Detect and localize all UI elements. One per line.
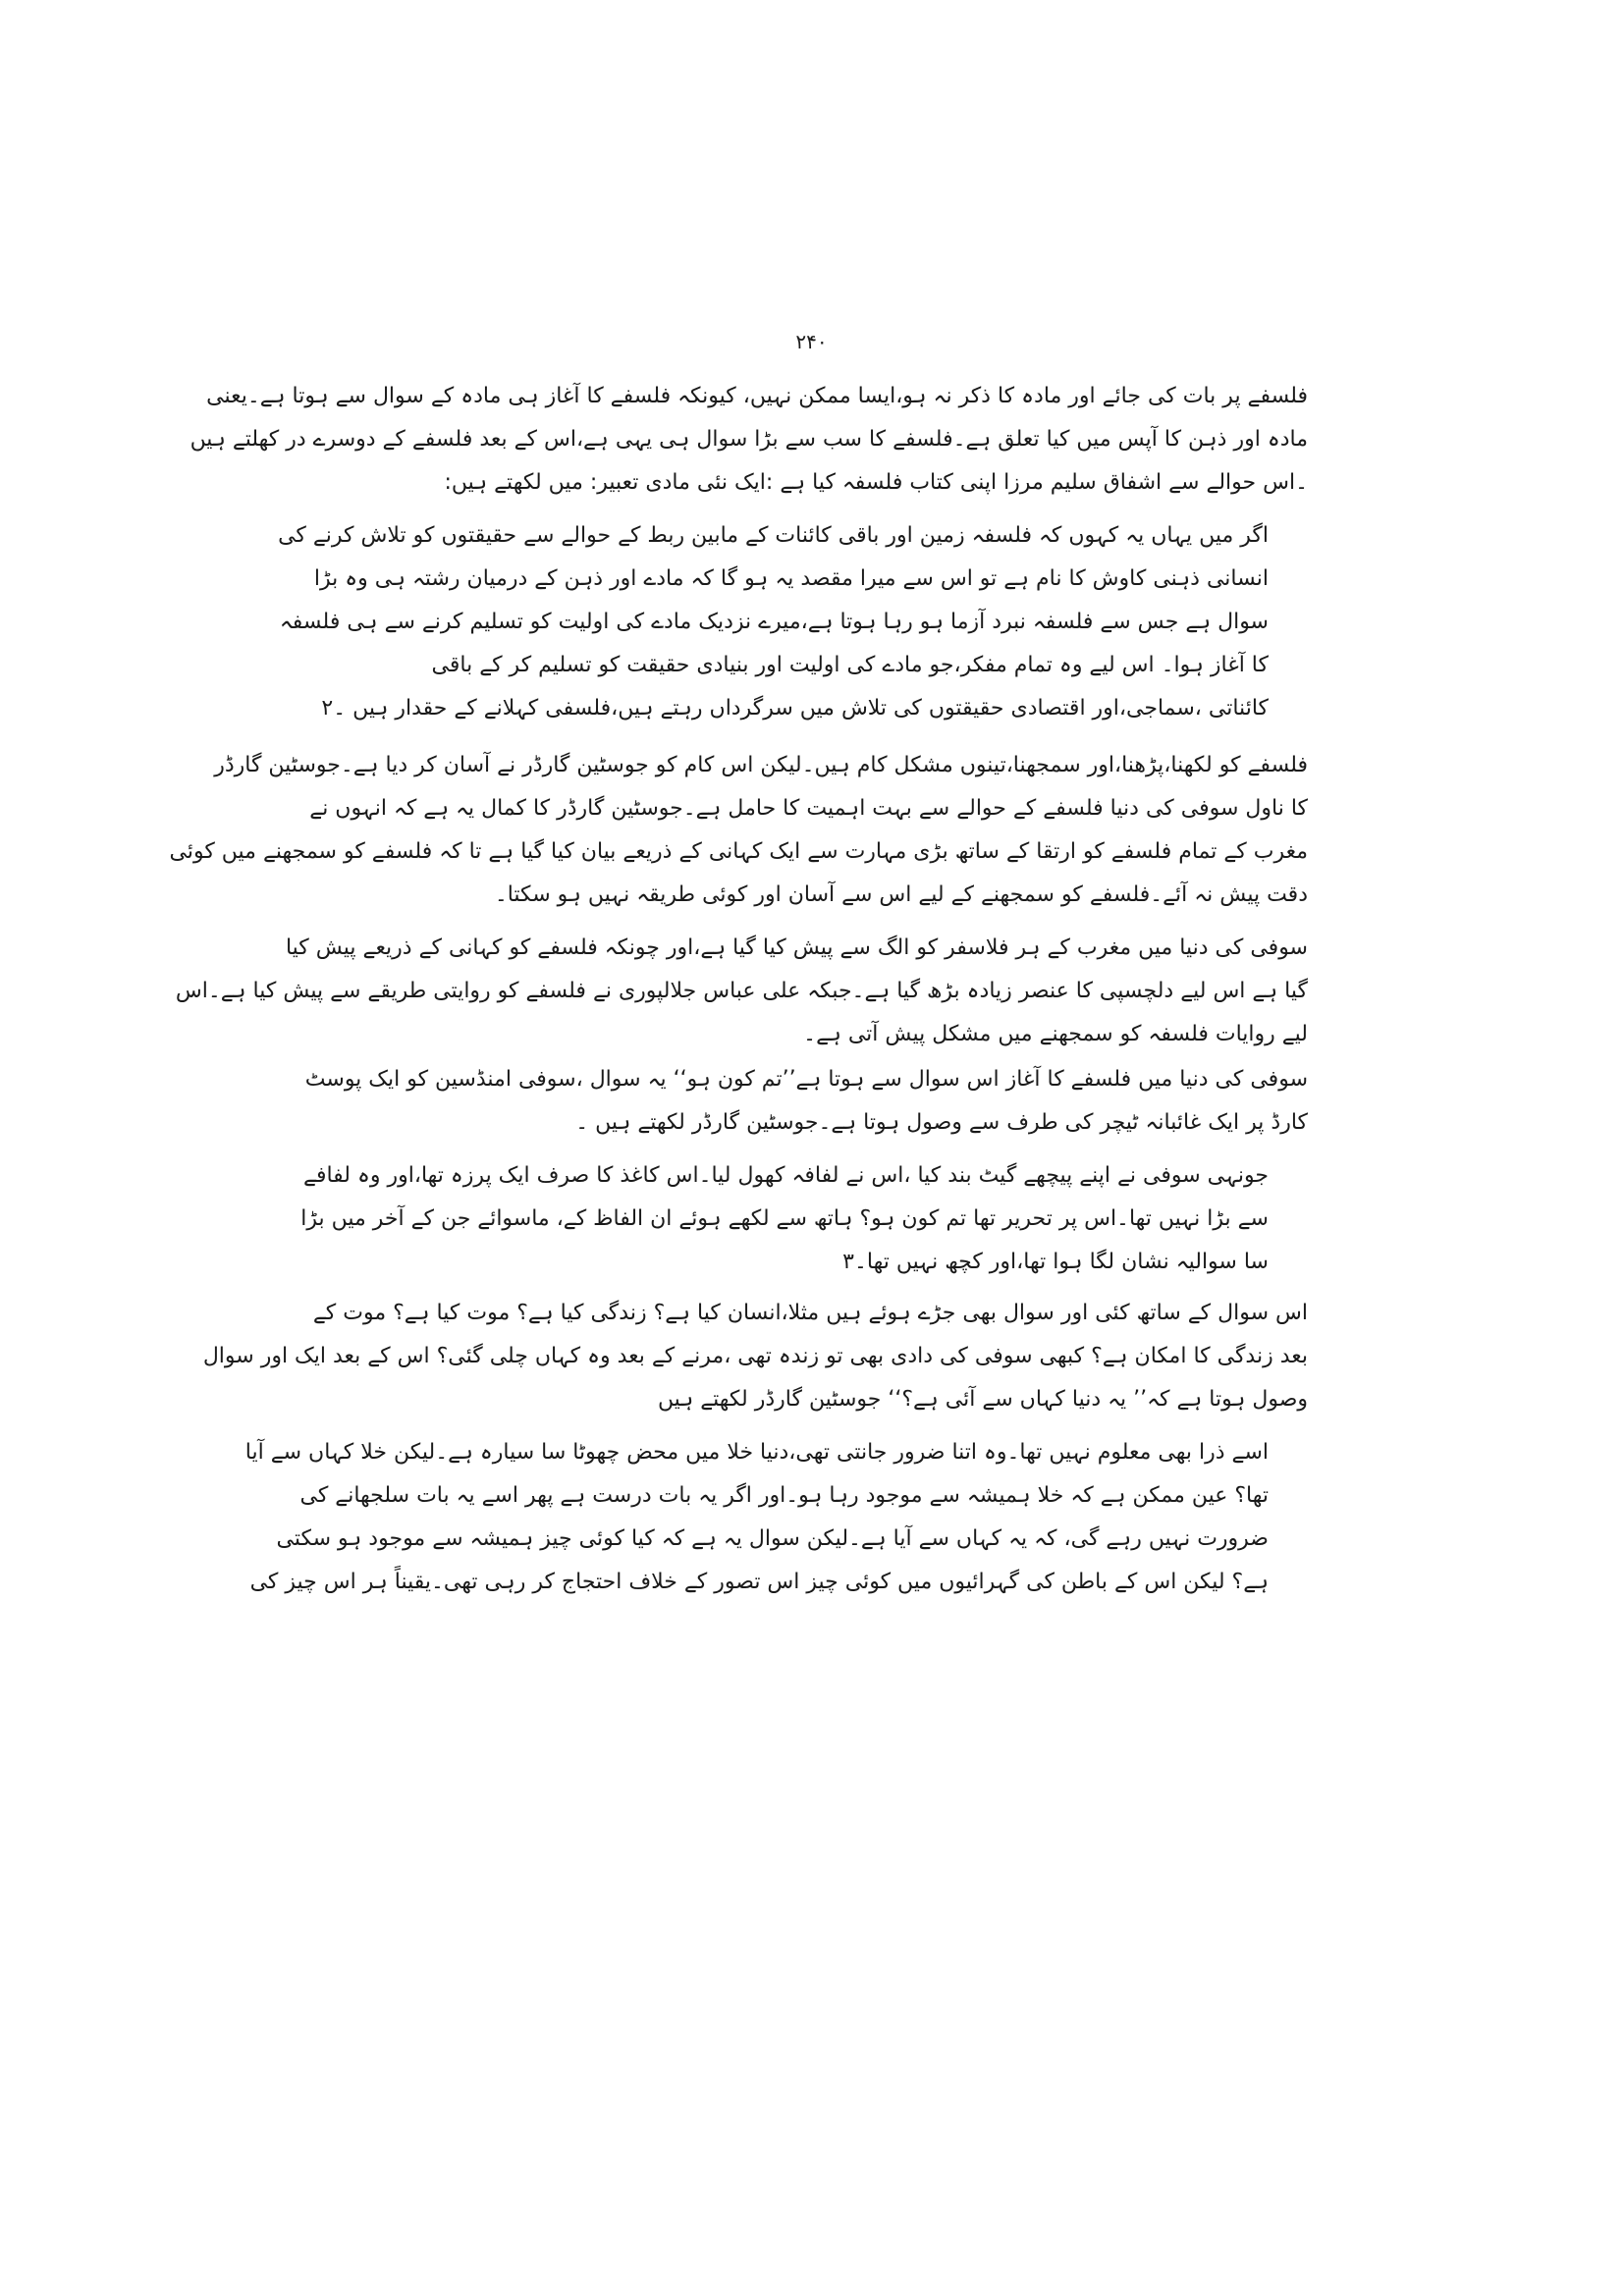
text-line: مادہ اور ذہن کا آپس میں کیا تعلق ہے۔فلسفے کا سب سے بڑا سوال ہی یہی ہے،اس کے بعد فلسفے کے دوسرے در کھلتے ہیں [189,427,1308,452]
text-line: دقت پیش نہ آئے۔فلسفے کو سمجھنے کے لیے اس سے آسان اور کوئی طریقہ نہیں ہو سکتا۔ [494,882,1308,907]
paragraph-intro [189,375,1308,505]
text-line: سے بڑا نہیں تھا۔اس پر تحریر تھا تم کون ہو؟ ہاتھ سے لکھے ہوئے ان الفاظ کے، ماسوائے جن کے آخر میں بڑا [300,1206,1269,1231]
text-line: انسانی ذہنی کاوش کا نام ہے تو اس سے میرا مقصد یہ ہو گا کہ مادے اور ذہن کے درمیان رشتہ ہی وہ بڑا [313,566,1269,591]
text-line: ضرورت نہیں رہے گی، کہ یہ کہاں سے آیا ہے۔لیکن سوال یہ ہے کہ کیا کوئی چیز ہمیشہ سے موجود ہو سکتی [276,1526,1269,1551]
quote-envelope [300,1154,1269,1284]
paragraph-more-questions [202,1292,1308,1421]
text-line: فلسفے پر بات کی جائے اور مادہ کا ذکر نہ ہو،ایسا ممکن نہیں، کیونکہ فلسفے کا آغاز ہی مادہ کے سوال سے ہوتا ہے۔یعنی [206,384,1308,408]
text-line: سا سوالیہ نشان لگا ہوا تھا،اور کچھ نہیں تھا۔۳ [842,1250,1269,1274]
quote-mirza [278,514,1269,730]
text-line: اگر میں یہاں یہ کہوں کہ فلسفہ زمین اور باقی کائنات کے مابین ربط کے حوالے سے حقیقتوں کو تلاش کرنے کی [278,523,1269,548]
paragraph-sophies-world [175,927,1308,1056]
text-line: ۔اس حوالے سے اشفاق سلیم مرزا اپنی کتاب فلسفہ کیا ہے :ایک نئی مادی تعبیر: میں لکھتے ہیں: [444,470,1308,495]
text-line: کائناتی ،سماجی،اور اقتصادی حقیقتوں کی تلاش میں سرگرداں رہتے ہیں،فلسفی کہلانے کے حقدار ہیں ۔۲ [321,696,1269,721]
text-line: وصول ہوتا ہے کہ’’ یہ دنیا کہاں سے آئی ہے؟‘‘ جوسٹین گارڈر لکھتے ہیں [657,1387,1308,1412]
text-line: مغرب کے تمام فلسفے کو ارتقا کے ساتھ بڑی مہارت سے ایک کہانی کے ذریعے بیان کیا گیا ہے تا کہ فلسفے کو سمجھنے میں کوئی [169,839,1308,864]
text-line: سوال ہے جس سے فلسفہ نبرد آزما ہو رہا ہوتا ہے،میرے نزدیک مادے کی اولیت کو تسلیم کرنے سے ہی فلسفہ [279,610,1269,634]
quote-space [244,1431,1269,1604]
text-line: لیے روایات فلسفہ کو سمجھنے میں مشکل پیش آتی ہے۔ [803,1022,1308,1046]
paragraph-first-question [304,1058,1308,1145]
text-line: اس سوال کے ساتھ کئی اور سوال بھی جڑے ہوئے ہیں مثلا،انسان کیا ہے؟ زندگی کیا ہے؟ موت کیا ہے؟ موت کے [312,1301,1308,1325]
paragraph-gaarder [169,744,1308,917]
text-line: ہے؟ لیکن اس کے باطن کی گہرائیوں میں کوئی چیز اس تصور کے خلاف احتجاج کر رہی تھی۔یقیناً ہر اس چیز کی [249,1570,1269,1594]
page-number: ۲۴۰ [795,330,828,353]
text-line: اسے ذرا بھی معلوم نہیں تھا۔وہ اتنا ضرور جانتی تھی،دنیا خلا میں محض چھوٹا سا سیارہ ہے۔لیکن خلا کہاں سے آیا [244,1440,1269,1465]
text-line: کارڈ پر ایک غائبانہ ٹیچر کی طرف سے وصول ہوتا ہے۔جوسٹین گارڈر لکھتے ہیں ۔ [575,1110,1308,1135]
text-line: کا آغاز ہوا۔ اس لیے وہ تمام مفکر،جو مادے کی اولیت اور بنیادی حقیقت کو تسلیم کر کے باقی [431,653,1269,677]
text-line: فلسفے کو لکھنا،پڑھنا،اور سمجھنا،تینوں مشکل کام ہیں۔لیکن اس کام کو جوسٹین گارڈر نے آسان کر دیا ہے۔جوسٹین گارڈر [214,753,1308,777]
text-line: کا ناول سوفی کی دنیا فلسفے کے حوالے سے بہت اہمیت کا حامل ہے۔جوسٹین گارڈر کا کمال یہ ہے کہ انہوں نے [309,796,1308,821]
text-line: جونہی سوفی نے اپنے پیچھے گیٹ بند کیا ،اس نے لفافہ کھول لیا۔اس کاغذ کا صرف ایک پرزہ تھا،اور وہ لفافے [303,1163,1269,1188]
text-line: بعد زندگی کا امکان ہے؟ کبھی سوفی کی دادی بھی تو زندہ تھی ،مرنے کے بعد وہ کہاں چلی گئی؟ اس کے بعد ایک اور سوال [202,1344,1308,1368]
text-line: گیا ہے اس لیے دلچسپی کا عنصر زیادہ بڑھ گیا ہے۔جبکہ علی عباس جلالپوری نے فلسفے کو روایتی طریقے سے پیش کیا ہے۔اس [175,979,1308,1003]
text-line: تھا؟ عین ممکن ہے کہ خلا ہمیشہ سے موجود رہا ہو۔اور اگر یہ بات درست ہے پھر اسے یہ بات سلجھانے کی [299,1483,1269,1508]
text-line: سوفی کی دنیا میں فلسفے کا آغاز اس سوال سے ہوتا ہے’’تم کون ہو‘‘ یہ سوال ،سوفی امنڈسین کو ایک پوسٹ [304,1067,1308,1092]
text-line: سوفی کی دنیا میں مغرب کے ہر فلاسفر کو الگ سے پیش کیا گیا ہے،اور چونکہ فلسفے کو کہانی کے ذریعے پیش کیا [285,935,1308,960]
